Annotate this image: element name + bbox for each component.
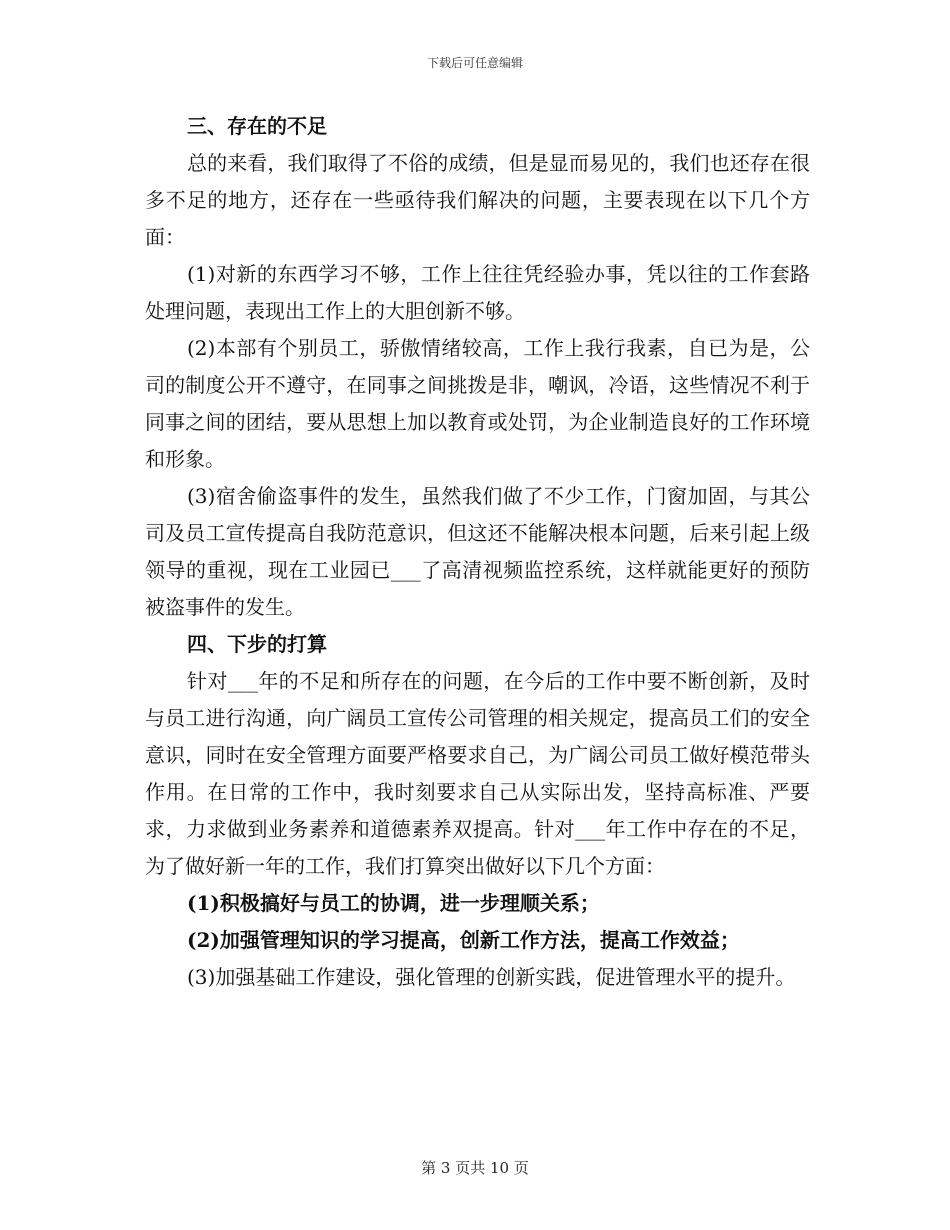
page-footer: 第 3 页共 10 页 — [421, 1159, 529, 1177]
paragraph-deficiency-1: (1)对新的东西学习不够，工作上往往凭经验办事，凭以往的工作套路处理问题，表现出工作上的大胆创新不够。 — [145, 262, 810, 323]
paragraph-deficiency-2: (2)本部有个别员工，骄傲情绪较高，工作上我行我素，自已为是，公司的制度公开不遵守，在同事之间挑拨是非，嘲讽，冷语，这些情况不利于同事之间的团结，要从思想上加以教育或处罚，为企业制造良好的工作环境和形象。 — [145, 336, 810, 471]
section-heading-deficiencies: 三、存在的不足 — [187, 114, 327, 138]
paragraph-plan-2: (2)加强管理知识的学习提高，创新工作方法，提高工作效益； — [187, 928, 740, 952]
paragraph-next-plan-intro: 针对___年的不足和所存在的问题，在今后的工作中要不断创新，及时与员工进行沟通，向广阔员工宣传公司管理的相关规定，提高员工们的安全意识，同时在安全管理方面要严格要求自己，为广阔公司员工做好模范带头作用。在日常的工作中，我时刻要求自己从实际出发，坚持高标准、严要求，力求做到业务素养和道德素养双提高。针对___年工作中存在的不足，为了做好新一年的工作，我们打算突出做好以下几个方面： — [145, 669, 810, 878]
paragraph-plan-3: (3)加强基础工作建设，强化管理的创新实践，促进管理水平的提升。 — [187, 965, 796, 989]
paragraph-plan-1: (1)积极搞好与员工的协调，进一步理顺关系； — [187, 891, 600, 915]
section-heading-next-plan: 四、下步的打算 — [187, 632, 327, 656]
paragraph-deficiency-3: (3)宿舍偷盗事件的发生，虽然我们做了不少工作，门窗加固，与其公司及员工宣传提高自我防范意识，但这还不能解决根本问题，后来引起上级领导的重视，现在工业园已___了高清视频监控系统，这样就能更好的预防被盗事件的发生。 — [145, 484, 810, 619]
page-header: 下载后可任意编辑 — [426, 56, 523, 70]
paragraph-deficiencies-intro: 总的来看，我们取得了不俗的成绩，但是显而易见的，我们也还存在很多不足的地方，还存在一些亟待我们解决的问题，主要表现在以下几个方面： — [145, 151, 810, 249]
document-body — [145, 108, 810, 996]
